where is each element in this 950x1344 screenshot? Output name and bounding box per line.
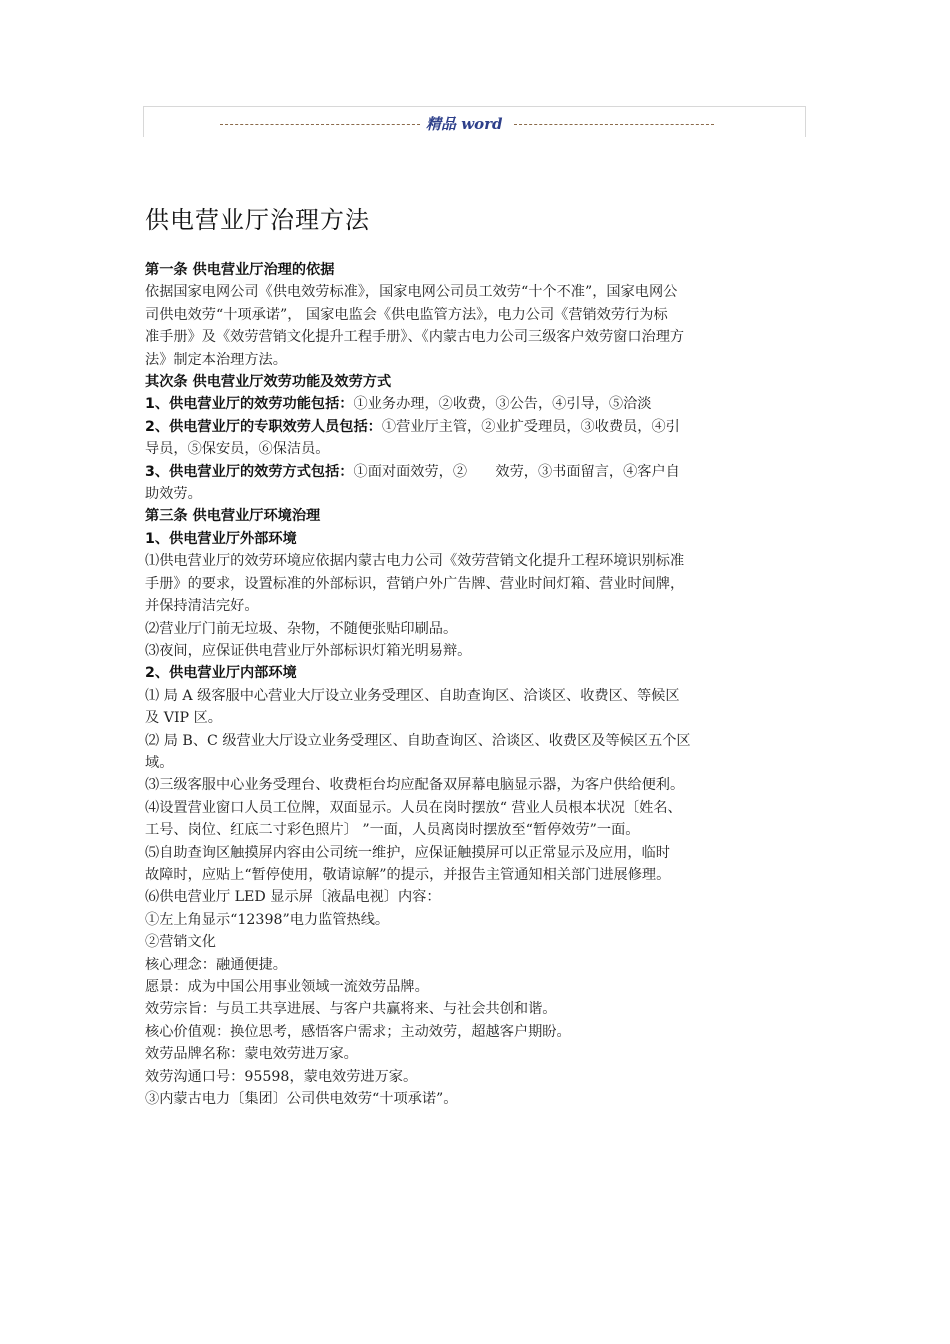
text-line: 司供电效劳“十项承诺”， 国家电监会《供电监管方法》，电力公司《营销效劳行为标 [145, 306, 668, 323]
text-line: ⑶三级客服中心业务受理台、收费柜台均应配备双屏幕电脑显示器，为客户供给便利。 [145, 777, 685, 794]
item-heading: 1、供电营业厅的效劳功能包括： [145, 396, 354, 413]
text-line [145, 416, 817, 438]
text-line: ③内蒙古电力〔集团〕公司供电效劳“十项承诺”。 [145, 1091, 458, 1108]
text-line: ①左上角显示“12398”电力监管热线。 [145, 911, 390, 928]
text-line: 手册》的要求，设置标准的外部标识，营销户外广告牌、营业时间灯箱、营业时间牌， [145, 575, 685, 592]
document-title: 供电营业厅治理方法 [145, 206, 370, 234]
section-heading: 第一条 供电营业厅治理的依据 [145, 262, 335, 278]
text-line: ⑴供电营业厅的效劳环境应依据内蒙古电力公司《效劳营销文化提升工程环境识别标准 [145, 553, 685, 570]
page-header [143, 106, 806, 137]
text-line: ②营销文化 [145, 934, 216, 951]
text-line: ⑶夜间，应保证供电营业厅外部标识灯箱光明易辩。 [145, 642, 472, 659]
text-line [145, 393, 817, 415]
text-line: 效劳品牌名称：蒙电效劳进万家。 [145, 1046, 358, 1063]
text-line: 效劳宗旨：与员工共享进展、与客户共赢将来、与社会共创和谐。 [145, 1001, 557, 1018]
text-line: 故障时，应贴上“暂停使用，敬请谅解”的提示，并报告主管通知相关部门进展修理。 [145, 866, 671, 883]
item-heading: 3、供电营业厅的效劳方式包括： [145, 463, 354, 480]
text-line: 工号、岗位、红底二寸彩色照片〕 ”一面，人员离岗时摆放至“暂停效劳”一面。 [145, 822, 640, 839]
text-line: ⑹供电营业厅 LED 显示屏〔液晶电视〕内容： [145, 889, 441, 906]
text-line: 助效劳。 [145, 486, 202, 503]
text-line: 域。 [145, 754, 174, 771]
text-line: ⑴ 局 A 级客服中心营业大厅设立业务受理区、自助查询区、洽谈区、收费区、等候区 [145, 687, 680, 704]
text-line: 法》制定本治理方法。 [145, 351, 287, 368]
section-heading: 2、供电营业厅内部环境 [145, 665, 297, 682]
text-line: 愿景：成为中国公用事业领域一流效劳品牌。 [145, 979, 429, 995]
text-line: ⑵ 局 B、C 级营业大厅设立业务受理区、自助查询区、洽谈区、收费区及等候区五个区 [145, 732, 691, 749]
header-watermark: 精品 word [426, 115, 503, 133]
item-text: ①面对面效劳，② 效劳，③书面留言，④客户自 [353, 463, 680, 480]
text-line: 效劳沟通口号：95598，蒙电效劳进万家。 [145, 1068, 418, 1085]
text-line: 准手册》及《效劳营销文化提升工程手册》、《内蒙古电力公司三级客户效劳窗口治理方 [145, 329, 685, 346]
text-line: 核心价值观：换位思考，感悟客户需求；主动效劳，超越客户期盼。 [145, 1023, 571, 1040]
text-line: 及 VIP 区。 [145, 710, 222, 727]
text-line: 核心理念：融通便捷。 [145, 956, 287, 973]
text-line: 依据国家电网公司《供电效劳标准》，国家电网公司员工效劳“十个不准”，国家电网公 [145, 284, 678, 301]
section-heading: 1、供电营业厅外部环境 [145, 530, 297, 547]
text-line: 导员，⑤保安员，⑥保洁员。 [145, 441, 330, 458]
document-lines [145, 259, 817, 1110]
document-body [145, 200, 817, 1110]
item-text: ①业务办理，②收费，③公告，④引导，⑤洽淡 [353, 396, 652, 413]
item-text: ①营业厅主管，②业扩受理员，③收费员，④引 [381, 418, 680, 435]
section-heading: 其次条 供电营业厅效劳功能及效劳方式 [145, 374, 392, 391]
text-line: 并保持清洁完好。 [145, 598, 259, 615]
item-heading: 2、供电营业厅的专职效劳人员包括： [145, 418, 382, 435]
section-heading: 第三条 供电营业厅环境治理 [145, 508, 321, 525]
text-line: ⑸自助查询区触摸屏内容由公司统一维护，应保证触摸屏可以正常显示及应用，临时 [145, 844, 670, 861]
text-line: ⑷设置营业窗口人员工位牌，双面显示。人员在岗时摆放“ 营业人员根本状况〔姓名、 [145, 799, 682, 816]
text-line [145, 461, 817, 483]
text-line: ⑵营业厅门前无垃圾、杂物，不随便张贴印刷品。 [145, 620, 458, 637]
header-dashed-line-left [220, 124, 420, 125]
header-dashed-line-right [514, 124, 714, 125]
